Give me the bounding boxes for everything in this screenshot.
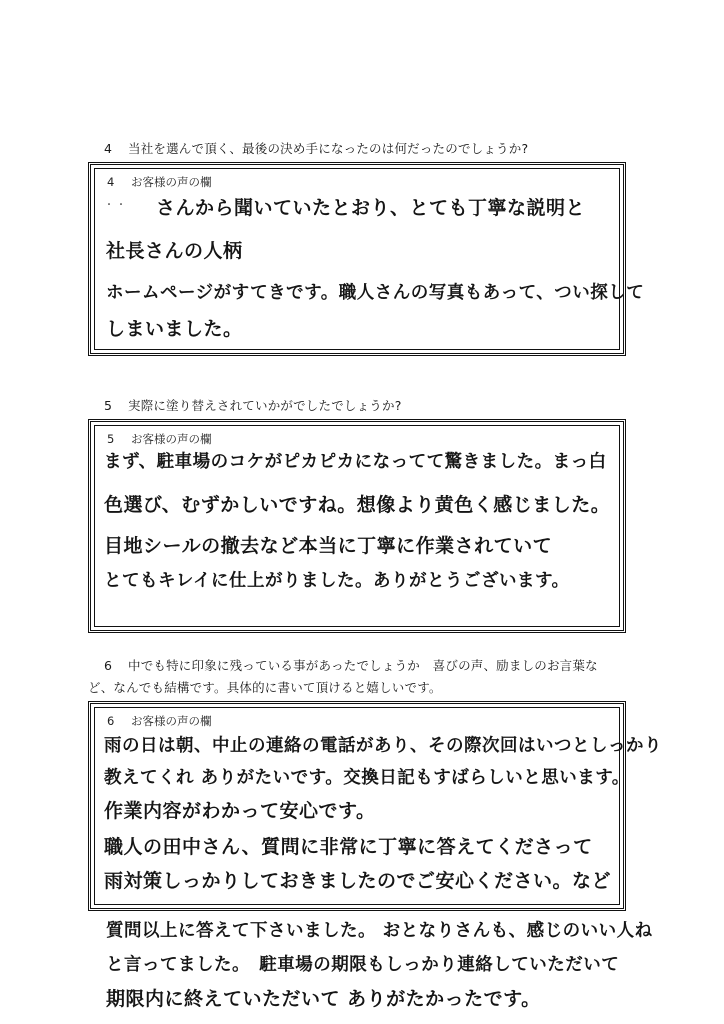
question-text: 実際に塗り替えされていかがでしたでしょうか? xyxy=(128,398,402,413)
handwritten-line: 作業内容がわかって安心です。 xyxy=(104,800,376,822)
handwritten-line: 色選び、むずかしいですね。想像より黄色く感じました。 xyxy=(104,494,611,516)
handwritten-line: 目地シールの撤去など本当に丁寧に作業されていて xyxy=(104,535,553,557)
box-number: 6 xyxy=(107,714,115,728)
question-text-line2: ど、なんでも結構です。具体的に書いて頂けると嬉しいです。 xyxy=(88,680,442,695)
handwritten-line: 社長さんの人柄 xyxy=(106,240,243,262)
handwritten-line: しまいました。 xyxy=(106,318,243,340)
question-text-line1: 中でも特に印象に残っている事があったでしょうか 喜びの声、励ましのお言葉な xyxy=(128,658,598,673)
question-number: 4 xyxy=(104,141,113,156)
handwritten-line: 期限内に終えていただいて ありがたかったです。 xyxy=(106,988,541,1010)
question-4 xyxy=(104,139,528,159)
handwritten-line: と言ってました。 駐車場の期限もしっかり連絡していただいて xyxy=(106,955,620,975)
handwritten-line: とてもキレイに仕上がりました。ありがとうございます。 xyxy=(104,571,570,591)
box-label xyxy=(107,713,212,729)
question-number: 5 xyxy=(104,398,113,413)
handwritten-line: ホームページがすてきです。職人さんの写真もあって、つい探して xyxy=(106,283,645,303)
box-number: 4 xyxy=(107,175,115,189)
question-5 xyxy=(104,396,402,416)
box-label-text: お客様の声の欄 xyxy=(131,714,212,728)
handwritten-line: 教えてくれ ありがたいです。交換日記もすばらしいと思います。 xyxy=(104,768,630,788)
box-label-text: お客様の声の欄 xyxy=(131,432,212,446)
handwritten-line: 職人の田中さん、質問に非常に丁寧に答えてくださって xyxy=(104,836,593,858)
question-6 xyxy=(104,656,598,676)
handwritten-line: さんから聞いていたとおり、とても丁寧な説明と xyxy=(156,197,586,219)
handwritten-line: 質問以上に答えて下さいました。 おとなりさんも、感じのいい人ね xyxy=(106,921,653,941)
question-number: 6 xyxy=(104,658,113,673)
masked-name: ・・ xyxy=(104,200,128,211)
question-text: 当社を選んで頂く、最後の決め手になったのは何だったのでしょうか? xyxy=(128,141,529,156)
question-6-continued xyxy=(88,678,442,698)
handwritten-line: 雨対策しっかりしておきましたのでご安心ください。など xyxy=(104,870,612,892)
handwritten-line: まず、駐車場のコケがピカピカになってて驚きました。まっ白 xyxy=(104,452,607,472)
box-label xyxy=(107,174,212,190)
box-label xyxy=(107,431,212,447)
box-label-text: お客様の声の欄 xyxy=(131,175,212,189)
box-number: 5 xyxy=(107,432,115,446)
handwritten-line: 雨の日は朝、中止の連絡の電話があり、その際次回はいつとしっかり xyxy=(104,736,662,756)
